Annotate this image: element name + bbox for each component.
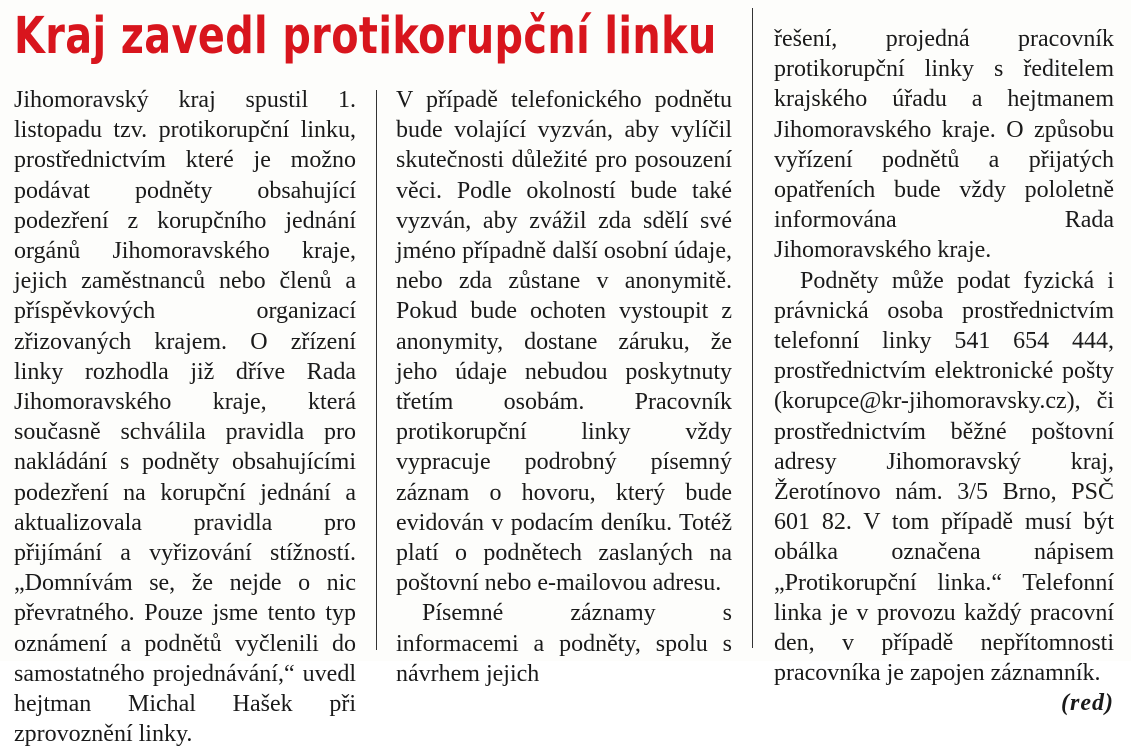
column3-paragraph-2-text: Podněty může podat fyzická i právnická osoba prostřednictvím telefonní linky 541 654 444, prostřednictvím elektronické pošty (korupce@kr-jihomoravsky.cz), či prostřednictvím běžné poštovní adresy Jihomoravský kraj, Žerotínovo nám. 3/5 Brno, PSČ 601 82. V tom případě musí být obálka označena nápisem „Protikorupční linka.“ Telefonní linka je v provozu každý pracovní den, v případě nepřítomnosti pracovníka je zapojen záznamník.: [774, 267, 1114, 687]
column1-paragraph-1: Jihomoravský kraj spustil 1. listopadu tzv. protikorupční linku, prostřednictvím které je možno podávat podněty obsahující podezření z korupčního jednání orgánů Jihomoravského kraje, jejich zaměstnanců nebo členů a příspěvkových organizací zřizovaných krajem. O zřízení linky rozhodla již dříve Rada Jihomoravského kraje, která současně schválila pravidla pro nakládání s podněty obsahujícími podezření na korupční jednání a aktualizovala pravidla pro přijímání a vyřizování stížností. „Domnívám se, že nejde o nic převratného. Pouze jsme tento typ oznámení a podnětů vyčlenili do samostatného projednávání,“ uvedl hejtman Michal Hašek při zprovoznění linky.: [14, 87, 356, 748]
article-column-2: [396, 85, 732, 689]
column-divider-2: [752, 8, 753, 648]
column3-paragraph-2: [774, 266, 1114, 717]
article-column-1: [14, 85, 356, 749]
author-signature: (red): [1061, 690, 1114, 717]
article-column-3: [774, 24, 1114, 719]
column-divider-1: [376, 90, 377, 650]
column3-paragraph-1: řešení, projedná pracovník protikorupční linky s ředitelem krajského úřadu a hejtmanem Jihomoravského kraje. O způsobu vyřízení podnětů a přijatých opatřeních bude vždy pololetně informována Rada Jihomoravského kraje.: [774, 26, 1114, 264]
article-headline: Kraj zavedl protikorupční linku: [14, 7, 717, 66]
column2-paragraph-1: V případě telefonického podnětu bude volající vyzván, aby vylíčil skutečnosti důležité pro posouzení věci. Podle okolností bude také vyzván, aby zvážil zda sdělí své jméno případně další osobní údaje, nebo zda zůstane v anonymitě. Pokud bude ochoten vystoupit z anonymity, dostane záruku, že jeho údaje nebudou poskytnuty třetím osobám. Pracovník protikorupční linky vždy vypracuje podrobný písemný záznam o hovoru, který bude evidován v podacím deníku. Totéž platí o podnětech zaslaných na poštovní nebo e-mailovou adresu.: [396, 87, 732, 597]
column2-paragraph-2: Písemné záznamy s informacemi a podněty, spolu s návrhem jejich: [396, 600, 732, 687]
